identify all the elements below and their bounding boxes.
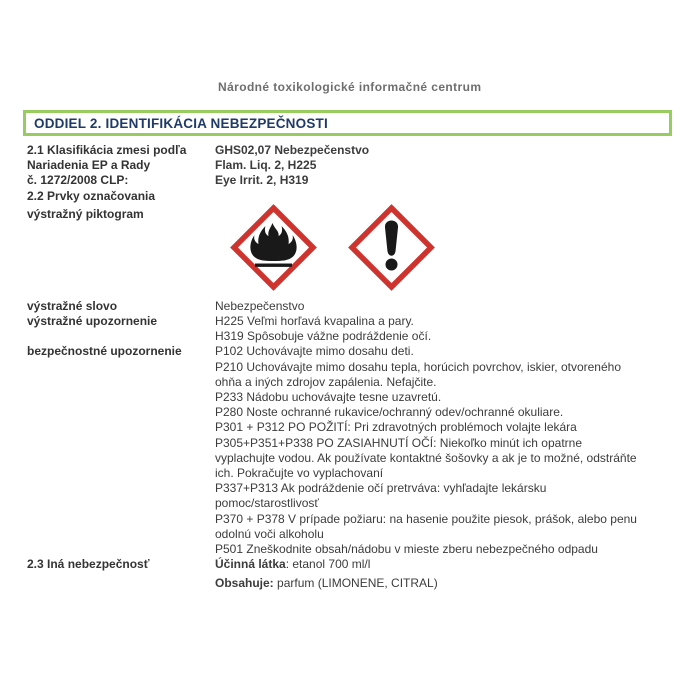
classification-value-line: GHS02,07 Nebezpečenstvo <box>215 143 370 157</box>
precautionary-statements-label: bezpečnostné upozornenie <box>27 344 182 359</box>
ghs07-exclamation-pictogram-icon <box>348 204 435 291</box>
other-hazards <box>215 557 677 591</box>
section-content <box>27 143 677 592</box>
precautionary-line: P305+P351+P338 PO ZASIAHNUTÍ OČÍ: Niekoľko minút ich opatrne <box>215 435 583 450</box>
contains-value: parfum (LIMONENE, CITRAL) <box>273 576 438 591</box>
labelling-heading: 2.2 Prvky označovania <box>27 188 156 203</box>
clipped-top-text <box>218 80 538 99</box>
pictogram-area <box>215 207 677 291</box>
pictogram-label: výstražný piktogram <box>27 206 144 221</box>
hazard-statement-line: H225 Veľmi horľavá kvapalina a pary. <box>215 314 414 329</box>
pictogram-row <box>27 207 677 291</box>
other-hazards-row <box>27 557 677 591</box>
precautionary-line: P233 Nádobu uchovávajte tesne uzavretú. <box>215 390 442 405</box>
hazard-statements-row <box>27 314 677 344</box>
precautionary-line: P370 + P378 V prípade požiaru: na hasenie použite piesok, prášok, alebo penu <box>215 511 637 526</box>
classification-label <box>27 143 215 189</box>
labelling-heading-row <box>27 189 677 204</box>
section-title: ODDIEL 2. IDENTIFIKÁCIA NEBEZPEČNOSTI <box>34 115 328 131</box>
active-substance-line <box>215 557 677 572</box>
classification-value-line: Eye Irrit. 2, H319 <box>215 173 309 188</box>
classification-values <box>215 143 677 189</box>
clipped-top-text-line: Národné toxikologické informačné centrum <box>218 80 482 94</box>
classification-value-line: Flam. Liq. 2, H225 <box>215 158 317 173</box>
classification-label-line: Nariadenia EP a Rady <box>27 158 151 173</box>
precautionary-line: P501 Zneškodnite obsah/nádobu v mieste zberu nebezpečného odpadu <box>215 542 598 557</box>
contains-line <box>215 576 677 591</box>
classification-row <box>27 143 677 189</box>
precautionary-statements <box>215 344 677 557</box>
precautionary-statements-row <box>27 344 677 557</box>
signal-word-label: výstražné slovo <box>27 298 118 313</box>
precautionary-line: P210 Uchovávajte mimo dosahu tepla, horúcich povrchov, iskier, otvoreného <box>215 359 622 374</box>
hazard-statements-label: výstražné upozornenie <box>27 314 158 329</box>
other-hazards-label: 2.3 Iná nebezpečnosť <box>27 557 150 572</box>
precautionary-line: P280 Noste ochranné rukavice/ochranný odev/ochranné okuliare. <box>215 405 564 420</box>
precautionary-line: P301 + P312 PO POŽITÍ: Pri zdravotných problémoch volajte lekára <box>215 420 577 435</box>
classification-label-line: č. 1272/2008 CLP: <box>27 173 129 188</box>
contains-label: Obsahuje: <box>215 576 274 591</box>
classification-label-line: 2.1 Klasifikácia zmesi podľa <box>27 143 187 157</box>
ghs02-flame-pictogram-icon <box>230 204 317 291</box>
pictogram-group <box>230 204 677 291</box>
precautionary-line: P337+P313 Ak podráždenie očí pretrváva: vyhľadajte lekársku <box>215 481 547 496</box>
signal-word-row <box>27 299 677 314</box>
section-header-box <box>23 110 672 136</box>
precautionary-line: pomoc/starostlivosť <box>215 496 319 511</box>
precautionary-line: odolnú voči alkoholu <box>215 526 324 541</box>
precautionary-line: ohňa a iných zdrojov zapálenia. Nefajčite. <box>215 374 437 389</box>
precautionary-line: P102 Uchovávajte mimo dosahu deti. <box>215 344 414 359</box>
precautionary-line: ich. Pokračujte vo vyplachovaní <box>215 466 384 481</box>
active-substance-value: : etanol 700 ml/l <box>285 557 371 572</box>
active-substance-label: Účinná látka <box>215 557 286 572</box>
hazard-statements <box>215 314 677 344</box>
precautionary-line: vyplachujte vodou. Ak používate kontaktné šošovky a ak je to možné, odstráňte <box>215 450 637 465</box>
signal-word-value: Nebezpečenstvo <box>215 298 305 313</box>
hazard-statement-line: H319 Spôsobuje vážne podráždenie očí. <box>215 329 432 344</box>
